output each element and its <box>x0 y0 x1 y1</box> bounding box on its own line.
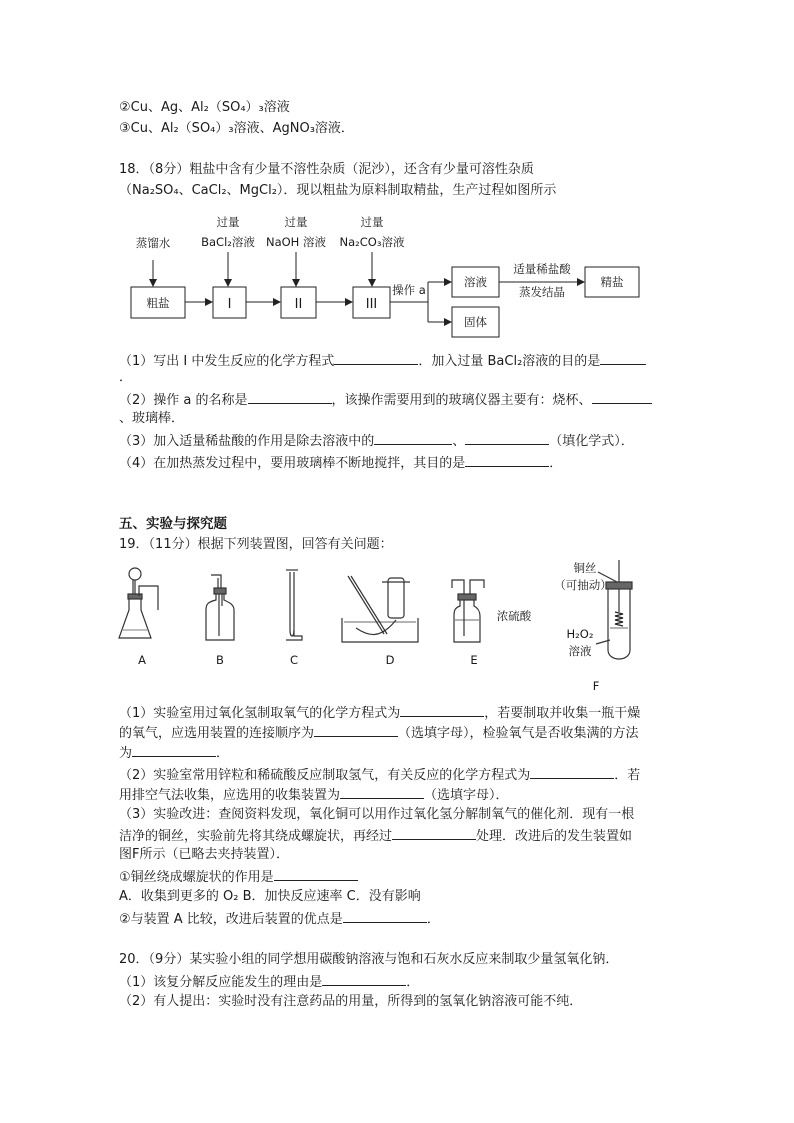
label-a: A <box>138 653 146 667</box>
q19-sub2: ②与装置 A 比较，改进后装置的优点是 ． <box>119 909 440 929</box>
q17-option-2: ②Cu、Ag、Al₂（SO₄）₃溶液 <box>119 100 290 115</box>
answer-blank[interactable] <box>248 390 332 404</box>
box-1-label: I <box>227 297 232 312</box>
q18-part3: （3）加入适量稀盐酸的作用是除去溶液中的 、 （填化学式）． <box>119 431 634 451</box>
reagent-water: 蒸馏水 <box>135 236 171 250</box>
apparatus-d <box>342 576 418 642</box>
q18-part2-end: 、玻璃棒． <box>119 411 185 426</box>
box-solid-label: 固体 <box>464 315 487 329</box>
q19-part2-line2: 用排空气法收集，应选用的收集装置为 （选填字母）． <box>119 785 509 805</box>
q20-part1: （1）该复分解反应能发生的理由是 ． <box>119 972 419 992</box>
operation-a-label: 操作 a <box>392 283 426 297</box>
q18-part4: （4）在加热蒸发过程中，要用玻璃棒不断地搅拌，其目的是 ． <box>119 453 562 473</box>
solution-label: 溶液 <box>568 644 592 658</box>
answer-blank[interactable] <box>314 723 398 737</box>
answer-blank[interactable] <box>400 703 484 717</box>
answer-blank[interactable] <box>392 826 476 840</box>
answer-blank[interactable] <box>592 390 652 404</box>
salt-purification-flowchart <box>110 212 670 342</box>
q17-option-3: ③Cu、Al₂（SO₄）₃溶液、AgNO₃溶液． <box>119 121 354 136</box>
apparatus-c <box>286 570 302 640</box>
pullable-label: （可抽动） <box>554 578 612 592</box>
answer-blank[interactable] <box>465 431 549 445</box>
q18-part1: （1）写出 I 中发生反应的化学方程式 ．加入过量 BaCl₂溶液的目的是 <box>119 351 646 371</box>
answer-blank[interactable] <box>340 785 424 799</box>
label-c: C <box>289 653 299 667</box>
apparatus-a <box>119 568 158 638</box>
apparatus-figure <box>118 558 658 698</box>
q19-part1-line3: 为 ． <box>119 743 229 763</box>
evaporate-label: 蒸发结晶 <box>519 285 565 299</box>
acid-label: 适量稀盐酸 <box>513 262 571 276</box>
copper-wire-label: 铜丝 <box>573 561 597 575</box>
answer-blank[interactable] <box>465 453 549 467</box>
answer-blank[interactable] <box>274 867 358 881</box>
answer-blank[interactable] <box>374 431 452 445</box>
q18-part1-end: ． <box>119 370 133 385</box>
q19-intro: 19．（11分）根据下列装置图，回答有关问题： <box>119 537 393 552</box>
box-2-label: II <box>294 297 303 312</box>
conc-acid-label: 浓硫酸 <box>496 609 532 623</box>
q19-part3-line1: （3）实验改进：查阅资料发现，氧化铜可以用作过氧化氢分解制氧气的催化剂．现有一根 <box>119 807 635 822</box>
box-refined-label: 精盐 <box>600 275 624 289</box>
label-d: D <box>385 653 395 667</box>
answer-blank[interactable] <box>600 351 646 365</box>
q19-sub1-options: A．收集到更多的 O₂ B．加快反应速率 C．没有影响 <box>119 889 421 904</box>
box-solution-label: 溶液 <box>464 275 487 289</box>
excess-label-2: 过量 <box>284 215 308 229</box>
apparatus-b <box>206 575 234 640</box>
reagent-bacl2: BaCl₂溶液 <box>201 235 255 249</box>
answer-blank[interactable] <box>132 743 216 757</box>
answer-blank[interactable] <box>530 765 614 779</box>
label-f: F <box>592 679 600 693</box>
q19-part3-line2: 洁净的铜丝，实验前先将其绕成螺旋状，再经过 处理．改进后的发生装置如 <box>119 826 632 846</box>
label-b: B <box>216 653 224 667</box>
label-e: E <box>470 653 478 667</box>
q19-sub1: ①铜丝绕成螺旋状的作用是 <box>119 867 358 887</box>
apparatus-e <box>452 580 484 642</box>
q19-part3-line3: 图F所示（已略去夹持装置）． <box>119 847 289 862</box>
box-crude-label: 粗盐 <box>146 296 170 310</box>
excess-label-3: 过量 <box>360 215 384 229</box>
q18-part2: （2）操作 a 的名称是 ，该操作需要用到的玻璃仪器主要有：烧杯、 <box>119 390 652 410</box>
excess-label-1: 过量 <box>216 215 240 229</box>
reagent-naoh: NaOH 溶液 <box>265 235 327 249</box>
box-3-label: III <box>365 297 378 312</box>
q20-part2: （2）有人提出：实验时没有注意药品的用量，所得到的氢氧化钠溶液可能不纯． <box>119 994 583 1009</box>
q19-part1-line2: 的氧气，应选用装置的连接顺序为 （选填字母），检验氧气是否收集满的方法 <box>119 723 639 743</box>
answer-blank[interactable] <box>343 909 427 923</box>
apparatus-f <box>596 560 632 659</box>
section-heading: 五、实验与探究题 <box>119 516 227 532</box>
q20-intro: 20．（9分）某实验小组的同学想用碳酸钠溶液与饱和石灰水反应来制取少量氢氧化钠． <box>119 952 619 967</box>
q18-intro-line1: 18．（8分）粗盐中含有少量不溶性杂质（泥沙），还含有少量可溶性杂质 <box>119 162 534 177</box>
q19-part1-line1: （1）实验室用过氧化氢制取氧气的化学方程式为 ，若要制取并收集一瓶干燥 <box>119 703 640 723</box>
q18-intro-line2: （Na₂SO₄、CaCl₂、MgCl₂）．现以粗盐为原料制取精盐，生产过程如图所示 <box>119 183 557 198</box>
reagent-na2co3: Na₂CO₃溶液 <box>339 235 405 249</box>
answer-blank[interactable] <box>322 972 406 986</box>
q19-part2-line1: （2）实验室常用锌粒和稀硫酸反应制取氢气，有关反应的化学方程式为 ．若 <box>119 765 640 785</box>
h2o2-label: H₂O₂ <box>566 627 594 641</box>
answer-blank[interactable] <box>334 351 418 365</box>
